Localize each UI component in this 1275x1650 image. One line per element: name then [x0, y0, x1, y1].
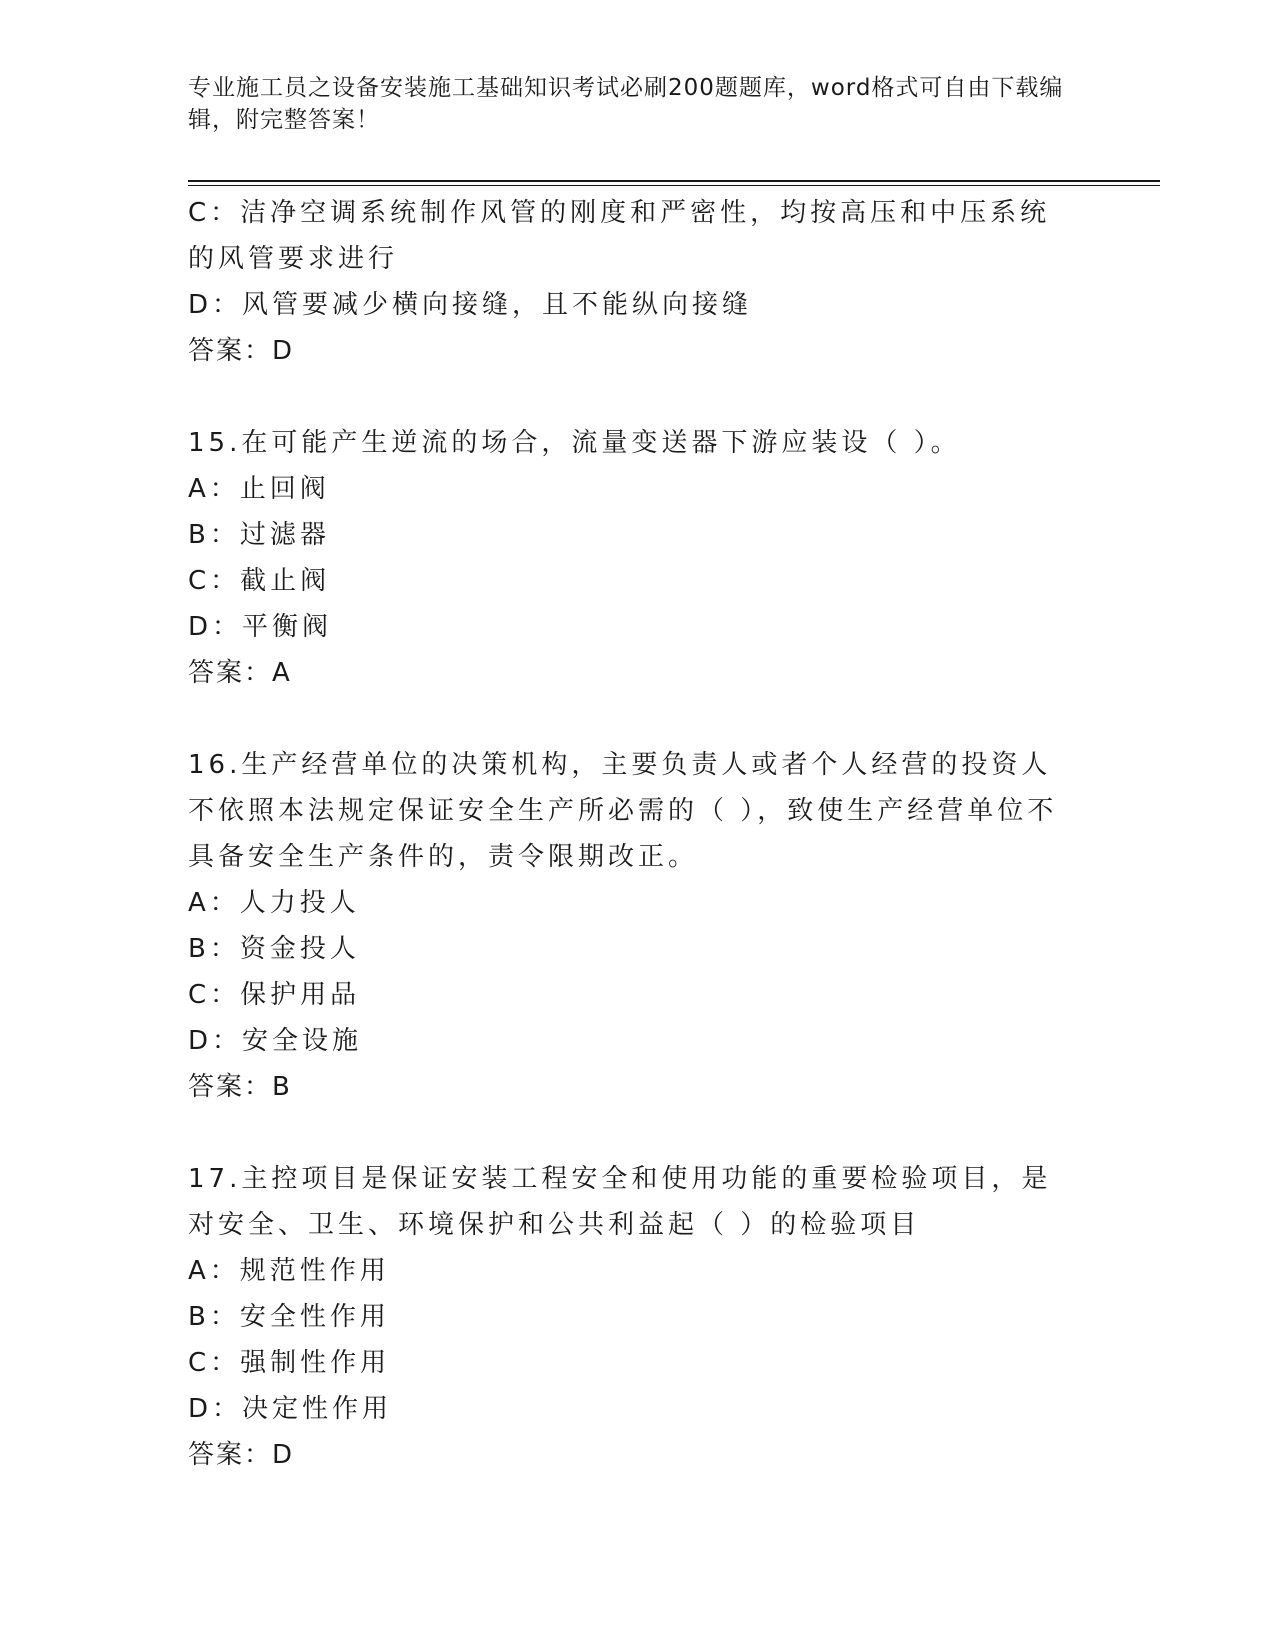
- option-c: C：截止阀: [188, 566, 331, 596]
- option-c: C：强制性作用: [188, 1348, 391, 1378]
- document-header: [188, 72, 1068, 136]
- previous-question-tail: [188, 190, 1078, 374]
- answer: 答案：B: [188, 1072, 292, 1102]
- question-list: [188, 190, 1078, 1478]
- option-a: A：止回阀: [188, 474, 330, 504]
- option-b: B：资金投人: [188, 934, 360, 964]
- option-b: B：过滤器: [188, 520, 330, 550]
- answer: 答案：A: [188, 658, 292, 688]
- document-header-title: 专业施工员之设备安装施工基础知识考试必刷200题题库，word格式可自由下载编辑，附完整答案！: [188, 75, 1064, 133]
- option-d: D：风管要减少横向接缝，且不能纵向接缝: [188, 290, 753, 320]
- option-d: D：平衡阀: [188, 612, 333, 642]
- question-stem: 16.生产经营单位的决策机构，主要负责人或者个人经营的投资人不依照本法规定保证安全生产所必需的（ ），致使生产经营单位不具备安全生产条件的，责令限期改正。: [188, 750, 1058, 872]
- header-divider-thick: [188, 180, 1160, 182]
- question-17: [188, 1156, 1078, 1478]
- question-16: [188, 742, 1078, 1110]
- option-d: D：安全设施: [188, 1026, 363, 1056]
- question-stem: 17.主控项目是保证安装工程安全和使用功能的重要检验项目，是对安全、卫生、环境保护和公共利益起（ ）的检验项目: [188, 1164, 1052, 1240]
- option-c: C：保护用品: [188, 980, 361, 1010]
- question-15: [188, 420, 1078, 696]
- question-stem: 15.在可能产生逆流的场合，流量变送器下游应装设（ ）。: [188, 428, 961, 458]
- option-a: A：人力投人: [188, 888, 360, 918]
- option-a: A：规范性作用: [188, 1256, 390, 1286]
- option-c: C：洁净空调系统制作风管的刚度和严密性，均按高压和中压系统的风管要求进行: [188, 198, 1051, 274]
- answer: 答案：D: [188, 1440, 295, 1470]
- option-d: D：决定性作用: [188, 1394, 393, 1424]
- header-divider-thin: [188, 185, 1160, 186]
- option-b: B：安全性作用: [188, 1302, 390, 1332]
- answer: 答案：D: [188, 336, 295, 366]
